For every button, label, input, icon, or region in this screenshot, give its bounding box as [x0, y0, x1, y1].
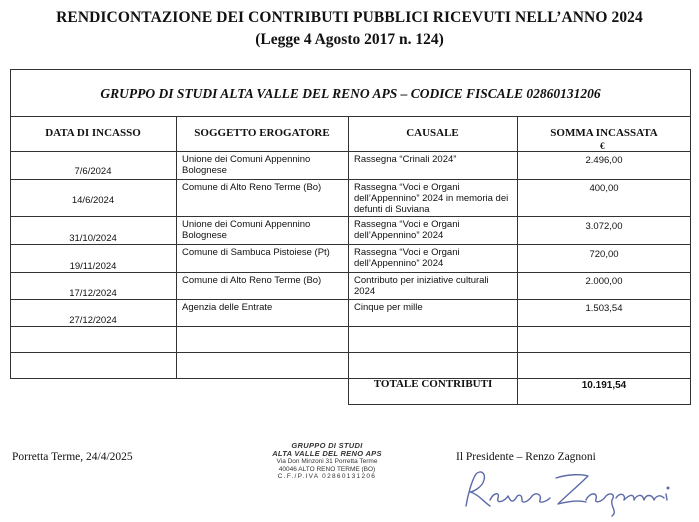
stamp-line: 40046 ALTO RENO TERME (BO) — [278, 465, 376, 473]
row-amount: 400,00 — [589, 183, 619, 194]
row-divider — [10, 326, 691, 327]
row-amount: 3.072,00 — [585, 221, 623, 232]
row-amount: 2.000,00 — [585, 276, 623, 287]
contributions-table — [10, 69, 691, 404]
row-payer: Unione dei Comuni Appennino Bolognese — [182, 219, 311, 241]
president-name: Il Presidente – Renzo Zagnoni — [456, 451, 596, 463]
association-stamp — [262, 442, 392, 481]
handwritten-signature-image — [460, 466, 680, 518]
document-subtitle: (Legge 4 Agosto 2017 n. 124) — [255, 31, 444, 48]
table-border-right — [690, 69, 691, 405]
row-payer: Agenzia delle Entrate — [182, 302, 273, 313]
total-border-bottom — [348, 404, 691, 405]
stamp-line: GRUPPO DI STUDI — [291, 441, 363, 450]
row-date: 31/10/2024 — [69, 233, 117, 244]
row-reason: Rassegna “Voci e Organi dell’Appennino” 2024 — [354, 219, 460, 241]
stamp-line: Via Don Minzoni 31 Porretta Terme — [276, 458, 378, 465]
stamp-line: C.F./P.IVA 02860131206 — [277, 473, 377, 480]
row-date: 7/6/2024 — [74, 166, 112, 177]
stamp-line: ALTA VALLE DEL RENO APS — [272, 449, 382, 458]
row-divider — [10, 299, 691, 300]
row-divider — [10, 244, 691, 245]
currency-symbol: € — [600, 141, 605, 151]
column-divider — [348, 116, 349, 405]
row-divider — [10, 352, 691, 353]
row-date: 27/12/2024 — [69, 315, 117, 326]
row-reason: Rassegna “Voci e Organi dell’Appennino” 2024 in memoria dei defunti di Suviana — [354, 182, 509, 215]
row-divider — [10, 272, 691, 273]
total-value: 10.191,54 — [581, 380, 627, 391]
row-date: 19/11/2024 — [69, 261, 117, 272]
document-title: RENDICONTAZIONE DEI CONTRIBUTI PUBBLICI RICEVUTI NELL’ANNO 2024 — [56, 9, 643, 26]
row-payer: Unione dei Comuni Appennino Bolognese — [182, 154, 311, 176]
table-border-top — [10, 69, 691, 70]
row-reason: Cinque per mille — [354, 302, 423, 313]
row-amount: 720,00 — [589, 249, 619, 260]
row-payer: Comune di Alto Reno Terme (Bo) — [182, 275, 322, 286]
row-divider — [10, 151, 691, 152]
total-label: TOTALE CONTRIBUTI — [373, 378, 493, 390]
header-divider — [10, 116, 691, 117]
organization-heading: GRUPPO DI STUDI ALTA VALLE DEL RENO APS – CODICE FISCALE 02860131206 — [100, 86, 601, 101]
row-reason: Rassegna “Crinali 2024” — [354, 154, 457, 165]
table-border-left — [10, 69, 11, 379]
place-and-date: Porretta Terme, 24/4/2025 — [12, 451, 133, 463]
row-divider — [10, 216, 691, 217]
row-payer: Comune di Alto Reno Terme (Bo) — [182, 182, 322, 193]
row-divider — [10, 179, 691, 180]
row-reason: Contributo per iniziative culturali 2024 — [354, 275, 489, 297]
row-amount: 1.503,54 — [585, 303, 623, 314]
row-amount: 2.496,00 — [585, 155, 623, 166]
row-date: 14/6/2024 — [71, 195, 115, 206]
column-header-reason: CAUSALE — [406, 127, 459, 139]
column-header-date: DATA DI INCASSO — [45, 127, 141, 139]
column-header-payer: SOGGETTO EROGATORE — [194, 127, 330, 139]
column-header-amount: SOMMA INCASSATA — [550, 127, 658, 139]
row-date: 17/12/2024 — [69, 288, 117, 299]
row-reason: Rassegna “Voci e Organi dell’Appennino” 2024 — [354, 247, 460, 269]
column-divider — [176, 116, 177, 379]
row-payer: Comune di Sambuca Pistoiese (Pt) — [182, 247, 330, 258]
